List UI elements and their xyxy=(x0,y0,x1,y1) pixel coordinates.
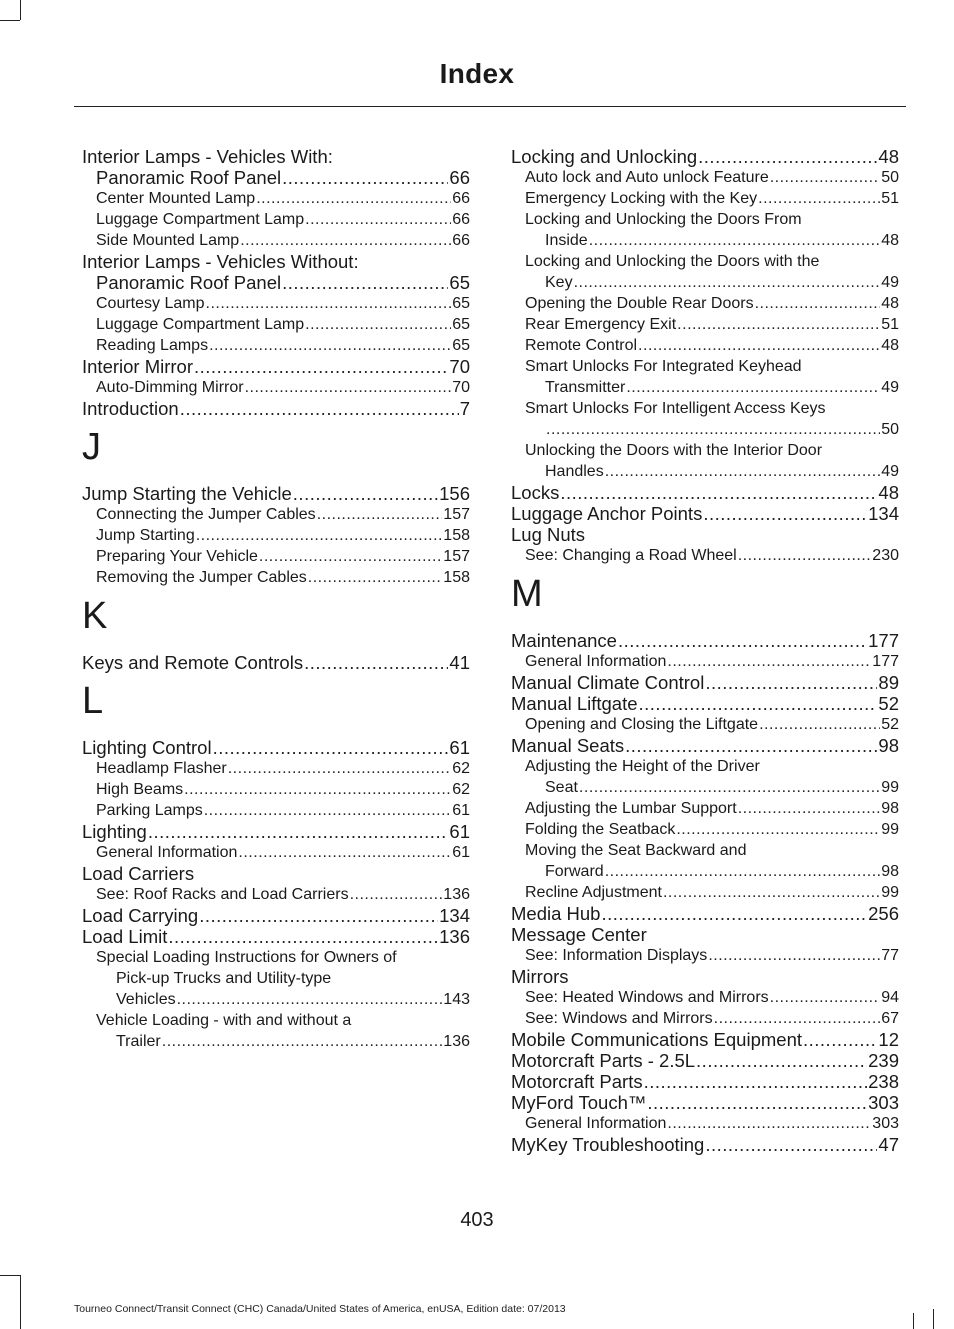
entry-label: Recline Adjustment xyxy=(525,884,662,901)
dot-leader xyxy=(759,714,880,735)
page-reference[interactable]: 66 xyxy=(449,167,470,188)
dot-leader xyxy=(758,188,880,209)
page-reference[interactable]: 158 xyxy=(443,527,470,544)
page-reference[interactable]: 65 xyxy=(452,316,470,333)
page-reference[interactable]: 48 xyxy=(878,146,899,167)
dot-leader xyxy=(305,209,451,230)
entry-label: See: Information Displays xyxy=(525,947,708,964)
index-subentry[interactable] xyxy=(82,335,470,356)
dot-leader xyxy=(546,419,880,440)
page-reference[interactable]: 12 xyxy=(878,1029,899,1050)
dot-leader xyxy=(605,461,881,482)
dot-leader xyxy=(180,398,459,419)
index-entry[interactable] xyxy=(82,905,470,926)
dot-leader xyxy=(626,377,880,398)
dot-leader xyxy=(196,525,443,546)
index-subentry[interactable] xyxy=(511,798,899,819)
crop-mark xyxy=(0,20,20,21)
index-subentry[interactable] xyxy=(511,861,899,882)
entry-label: Reading Lamps xyxy=(96,337,209,354)
index-subentry[interactable] xyxy=(82,1031,470,1052)
index-entry[interactable] xyxy=(82,167,470,188)
dot-leader xyxy=(168,926,438,947)
page-reference[interactable]: 157 xyxy=(443,548,470,565)
entry-label: Keys and Remote Controls xyxy=(82,652,304,673)
page-reference[interactable]: 7 xyxy=(459,398,470,419)
dot-leader xyxy=(738,798,881,819)
entry-label: Media Hub xyxy=(511,903,601,924)
index-subentry[interactable] xyxy=(82,230,470,251)
dot-leader xyxy=(696,1050,867,1071)
entry-label: Panoramic Roof Panel xyxy=(96,272,282,293)
dot-leader xyxy=(605,861,881,882)
entry-label: Interior Mirror xyxy=(82,356,194,377)
entry-label: Lighting Control xyxy=(82,737,212,758)
index-subentry[interactable] xyxy=(511,987,899,1008)
index-subentry[interactable] xyxy=(82,314,470,335)
index-entry[interactable] xyxy=(511,1092,899,1113)
entry-label: Inside xyxy=(545,232,588,249)
entry-label: Opening and Closing the Liftgate xyxy=(525,716,759,733)
entry-label: See: Roof Racks and Load Carriers xyxy=(96,886,349,903)
page-reference[interactable]: 65 xyxy=(449,272,470,293)
entry-label: Auto-Dimming Mirror xyxy=(96,379,244,396)
entry-label: MyFord Touch™ xyxy=(511,1092,647,1113)
page-reference[interactable]: 61 xyxy=(449,821,470,842)
index-subentry[interactable] xyxy=(82,842,470,863)
entry-label: See: Heated Windows and Mirrors xyxy=(525,989,769,1006)
page-reference[interactable]: 99 xyxy=(881,884,899,901)
dot-leader xyxy=(705,672,877,693)
entry-label: Panoramic Roof Panel xyxy=(96,167,282,188)
entry-label: Folding the Seatback xyxy=(525,821,676,838)
page-reference[interactable]: 256 xyxy=(868,903,899,924)
dot-leader xyxy=(676,819,880,840)
dot-leader xyxy=(703,503,867,524)
index-subentry[interactable] xyxy=(82,546,470,567)
index-subentry[interactable] xyxy=(82,800,470,821)
index-subentry[interactable] xyxy=(82,884,470,905)
entry-label: Courtesy Lamp xyxy=(96,295,205,312)
crop-mark xyxy=(0,1275,20,1276)
page-reference[interactable]: 98 xyxy=(881,863,899,880)
entry-label: Mobile Communications Equipment xyxy=(511,1029,802,1050)
index-subentry-label: Adjusting the Height of the Driver xyxy=(525,758,760,775)
entry-label: Removing the Jumper Cables xyxy=(96,569,307,586)
index-subentry[interactable] xyxy=(82,779,470,800)
index-entry[interactable] xyxy=(511,1071,899,1092)
page-reference[interactable]: 136 xyxy=(443,1033,470,1050)
page-reference[interactable]: 51 xyxy=(881,190,899,207)
page-reference[interactable]: 48 xyxy=(881,337,899,354)
entry-label: Manual Climate Control xyxy=(511,672,705,693)
page-reference[interactable]: 136 xyxy=(443,886,470,903)
index-subentry[interactable] xyxy=(82,525,470,546)
index-subentry[interactable] xyxy=(82,758,470,779)
entry-label: Maintenance xyxy=(511,630,617,651)
page-reference[interactable]: 77 xyxy=(881,947,899,964)
index-entry[interactable] xyxy=(511,735,899,756)
index-subentry[interactable] xyxy=(82,989,470,1010)
entry-label: Parking Lamps xyxy=(96,802,203,819)
index-entry[interactable] xyxy=(82,272,470,293)
index-subentry[interactable] xyxy=(511,819,899,840)
page-number: 403 xyxy=(460,1209,494,1231)
entry-label: Load Carrying xyxy=(82,905,199,926)
section-letter: L xyxy=(82,680,104,722)
index-subentry[interactable] xyxy=(511,545,899,566)
page-reference[interactable]: 61 xyxy=(452,844,470,861)
entry-label: Forward xyxy=(545,863,604,880)
index-entry[interactable] xyxy=(511,503,899,524)
page-reference[interactable]: 62 xyxy=(452,781,470,798)
dot-leader xyxy=(209,335,451,356)
page-reference[interactable]: 99 xyxy=(881,821,899,838)
index-entry[interactable] xyxy=(82,652,470,673)
index-entry[interactable] xyxy=(82,926,470,947)
page-reference[interactable]: 157 xyxy=(443,506,470,523)
index-heading: Interior Lamps - Vehicles Without: xyxy=(82,251,359,272)
index-subentry[interactable] xyxy=(82,209,470,230)
index-subentry[interactable] xyxy=(511,651,899,672)
page-reference[interactable]: 134 xyxy=(868,503,899,524)
index-subentry[interactable] xyxy=(511,377,899,398)
entry-label: Key xyxy=(545,274,573,291)
index-subentry[interactable] xyxy=(511,167,899,188)
index-subentry[interactable] xyxy=(511,945,899,966)
index-subentry-label: Locking and Unlocking the Doors From xyxy=(525,211,802,228)
index-subentry-label: Moving the Seat Backward and xyxy=(525,842,747,859)
entry-label: Emergency Locking with the Key xyxy=(525,190,758,207)
dot-leader xyxy=(618,630,867,651)
entry-label: Load Limit xyxy=(82,926,168,947)
entry-label: Seat xyxy=(545,779,578,796)
dot-leader xyxy=(204,800,451,821)
entry-label: Manual Liftgate xyxy=(511,693,638,714)
dot-leader xyxy=(647,1092,867,1113)
page-footer: Tourneo Connect/Transit Connect (CHC) Canada/United States of America, enUSA, Edition date: 07/2013 xyxy=(74,1303,566,1315)
index-entry[interactable] xyxy=(511,1050,899,1071)
dot-leader xyxy=(574,272,881,293)
entry-label: Luggage Anchor Points xyxy=(511,503,703,524)
entry-label: Trailer xyxy=(116,1033,161,1050)
page-title: Index xyxy=(439,58,515,89)
entry-label: General Information xyxy=(525,653,667,670)
entry-label: Locks xyxy=(511,482,560,503)
page-reference[interactable]: 61 xyxy=(449,737,470,758)
title-divider xyxy=(74,106,906,107)
crop-mark xyxy=(933,1309,934,1329)
dot-leader xyxy=(677,314,880,335)
page-reference[interactable]: 70 xyxy=(452,379,470,396)
page-reference[interactable]: 99 xyxy=(881,779,899,796)
page-reference[interactable]: 136 xyxy=(439,926,470,947)
dot-leader xyxy=(770,167,880,188)
entry-label: Manual Seats xyxy=(511,735,625,756)
entry-label: See: Changing a Road Wheel xyxy=(525,547,737,564)
index-column-right xyxy=(511,146,899,1155)
index-subentry[interactable] xyxy=(82,293,470,314)
page-reference[interactable]: 49 xyxy=(881,379,899,396)
page-reference[interactable]: 48 xyxy=(881,232,899,249)
dot-leader xyxy=(199,905,438,926)
dot-leader xyxy=(644,1071,868,1092)
entry-label: Lighting xyxy=(82,821,147,842)
page-reference[interactable]: 47 xyxy=(878,1134,899,1155)
page-reference[interactable]: 143 xyxy=(443,991,470,1008)
page-reference[interactable]: 51 xyxy=(881,316,899,333)
page-reference[interactable]: 50 xyxy=(881,421,899,438)
index-subentry[interactable] xyxy=(511,314,899,335)
section-letter: J xyxy=(82,426,101,468)
index-column-left xyxy=(82,146,470,1052)
page-reference[interactable]: 134 xyxy=(439,905,470,926)
index-subentry[interactable] xyxy=(511,293,899,314)
dot-leader xyxy=(663,882,880,903)
dot-leader xyxy=(714,1008,881,1029)
index-subentry[interactable] xyxy=(511,230,899,251)
index-subentry-label: Locking and Unlocking the Doors with the xyxy=(525,253,820,270)
entry-label: Motorcraft Parts xyxy=(511,1071,643,1092)
dot-leader xyxy=(206,293,452,314)
entry-label: Handles xyxy=(545,463,604,480)
dot-leader xyxy=(625,735,877,756)
page-reference[interactable]: 303 xyxy=(872,1115,899,1132)
page-reference[interactable]: 65 xyxy=(452,337,470,354)
dot-leader xyxy=(601,903,867,924)
dot-leader xyxy=(259,546,442,567)
page-reference[interactable]: 65 xyxy=(452,295,470,312)
dot-leader xyxy=(256,188,451,209)
entry-label: General Information xyxy=(96,844,238,861)
entry-label: Preparing Your Vehicle xyxy=(96,548,258,565)
dot-leader xyxy=(240,230,451,251)
page-reference[interactable]: 98 xyxy=(881,800,899,817)
entry-label: Luggage Compartment Lamp xyxy=(96,316,305,333)
index-entry[interactable] xyxy=(511,903,899,924)
index-entry[interactable] xyxy=(82,821,470,842)
index-entry[interactable] xyxy=(82,483,470,504)
dot-leader xyxy=(705,1134,877,1155)
index-subentry-label: Vehicle Loading - with and without a xyxy=(96,1012,352,1029)
dot-leader xyxy=(589,230,881,251)
dot-leader xyxy=(560,482,877,503)
dot-leader xyxy=(238,842,451,863)
index-subentry-label: Smart Unlocks For Integrated Keyhead xyxy=(525,358,802,375)
entry-label: Adjusting the Lumbar Support xyxy=(525,800,737,817)
page-reference[interactable]: 177 xyxy=(872,653,899,670)
page-reference[interactable]: 89 xyxy=(878,672,899,693)
dot-leader xyxy=(304,652,448,673)
dot-leader xyxy=(305,314,451,335)
crop-mark xyxy=(20,0,21,20)
page-reference[interactable]: 66 xyxy=(452,211,470,228)
index-subentry[interactable] xyxy=(511,272,899,293)
page-reference[interactable]: 49 xyxy=(881,274,899,291)
dot-leader xyxy=(667,651,871,672)
index-heading: Lug Nuts xyxy=(511,524,586,545)
dot-leader xyxy=(667,1113,871,1134)
page-reference[interactable]: 98 xyxy=(878,735,899,756)
entry-label: See: Windows and Mirrors xyxy=(525,1010,713,1027)
index-entry[interactable] xyxy=(511,1029,899,1050)
dot-leader xyxy=(770,987,881,1008)
index-entry[interactable] xyxy=(82,398,470,419)
dot-leader xyxy=(282,272,448,293)
entry-label: General Information xyxy=(525,1115,667,1132)
page-reference[interactable]: 50 xyxy=(881,169,899,186)
index-subentry[interactable] xyxy=(511,777,899,798)
index-subentry[interactable] xyxy=(82,377,470,398)
entry-label: Opening the Double Rear Doors xyxy=(525,295,754,312)
dot-leader xyxy=(194,356,448,377)
page-reference[interactable]: 62 xyxy=(452,760,470,777)
entry-label: Vehicles xyxy=(116,991,176,1008)
entry-label: Transmitter xyxy=(545,379,626,396)
page-reference[interactable]: 239 xyxy=(868,1050,899,1071)
index-entry[interactable] xyxy=(511,1134,899,1155)
index-subentry[interactable] xyxy=(82,504,470,525)
index-entry[interactable] xyxy=(82,737,470,758)
entry-label: Jump Starting the Vehicle xyxy=(82,483,292,504)
section-letter: M xyxy=(511,573,543,615)
entry-label: Center Mounted Lamp xyxy=(96,190,256,207)
index-subentry[interactable] xyxy=(511,1113,899,1134)
entry-label: Locking and Unlocking xyxy=(511,146,698,167)
index-subentry[interactable] xyxy=(511,419,899,440)
entry-label: High Beams xyxy=(96,781,184,798)
page-reference[interactable]: 66 xyxy=(452,232,470,249)
entry-label: Connecting the Jumper Cables xyxy=(96,506,316,523)
dot-leader xyxy=(638,335,880,356)
section-letter: K xyxy=(82,595,108,637)
index-subentry[interactable] xyxy=(511,461,899,482)
page-reference[interactable]: 230 xyxy=(872,547,899,564)
index-heading: Message Center xyxy=(511,924,647,945)
dot-leader xyxy=(579,777,880,798)
index-subentry[interactable] xyxy=(511,1008,899,1029)
entry-label: Introduction xyxy=(82,398,179,419)
dot-leader xyxy=(213,737,449,758)
index-entry[interactable] xyxy=(511,693,899,714)
dot-leader xyxy=(308,567,443,588)
dot-leader xyxy=(184,779,451,800)
index-heading: Interior Lamps - Vehicles With: xyxy=(82,146,333,167)
index-subentry[interactable] xyxy=(511,188,899,209)
dot-leader xyxy=(738,545,872,566)
index-subentry[interactable] xyxy=(511,882,899,903)
dot-leader xyxy=(245,377,452,398)
index-entry[interactable] xyxy=(82,356,470,377)
index-subentry-label: Special Loading Instructions for Owners of xyxy=(96,949,397,966)
dot-leader xyxy=(803,1029,877,1050)
entry-label: MyKey Troubleshooting xyxy=(511,1134,705,1155)
page-reference[interactable]: 66 xyxy=(452,190,470,207)
entry-label: Remote Control xyxy=(525,337,638,354)
crop-mark xyxy=(913,1313,914,1329)
page-reference[interactable]: 67 xyxy=(881,1010,899,1027)
dot-leader xyxy=(639,693,878,714)
index-subentry[interactable] xyxy=(82,567,470,588)
dot-leader xyxy=(228,758,451,779)
page-reference[interactable]: 238 xyxy=(868,1071,899,1092)
index-entry[interactable] xyxy=(511,146,899,167)
page-reference[interactable]: 49 xyxy=(881,463,899,480)
page-reference[interactable]: 177 xyxy=(868,630,899,651)
dot-leader xyxy=(317,504,443,525)
index-entry[interactable] xyxy=(511,482,899,503)
index-subentry[interactable] xyxy=(511,335,899,356)
page-reference[interactable]: 52 xyxy=(878,693,899,714)
entry-label: Auto lock and Auto unlock Feature xyxy=(525,169,769,186)
index-heading: Mirrors xyxy=(511,966,569,987)
index-heading: Load Carriers xyxy=(82,863,195,884)
entry-label: Motorcraft Parts - 2.5L xyxy=(511,1050,696,1071)
dot-leader xyxy=(708,945,880,966)
entry-label: Side Mounted Lamp xyxy=(96,232,240,249)
index-entry[interactable] xyxy=(511,630,899,651)
dot-leader xyxy=(282,167,448,188)
page-reference[interactable]: 48 xyxy=(881,295,899,312)
entry-label: Headlamp Flasher xyxy=(96,760,227,777)
dot-leader xyxy=(162,1031,443,1052)
page-reference[interactable]: 52 xyxy=(881,716,899,733)
dot-leader xyxy=(755,293,881,314)
entry-label: Luggage Compartment Lamp xyxy=(96,211,305,228)
dot-leader xyxy=(350,884,443,905)
entry-label: Rear Emergency Exit xyxy=(525,316,677,333)
index-subentry[interactable] xyxy=(511,714,899,735)
page-reference[interactable]: 41 xyxy=(449,652,470,673)
index-subentry[interactable] xyxy=(82,188,470,209)
page-reference[interactable]: 156 xyxy=(439,483,470,504)
page-reference[interactable]: 61 xyxy=(452,802,470,819)
page-reference[interactable]: 303 xyxy=(868,1092,899,1113)
page-reference[interactable]: 158 xyxy=(443,569,470,586)
dot-leader xyxy=(698,146,877,167)
page-reference[interactable]: 94 xyxy=(881,989,899,1006)
index-entry[interactable] xyxy=(511,672,899,693)
dot-leader xyxy=(293,483,438,504)
crop-mark xyxy=(20,1275,21,1329)
page-reference[interactable]: 70 xyxy=(449,356,470,377)
dot-leader xyxy=(148,821,449,842)
index-subentry-label: Pick-up Trucks and Utility-type xyxy=(116,970,332,987)
dot-leader xyxy=(177,989,443,1010)
entry-label: Jump Starting xyxy=(96,527,195,544)
index-subentry-label: Smart Unlocks For Intelligent Access Keys xyxy=(525,400,826,417)
page-reference[interactable]: 48 xyxy=(878,482,899,503)
index-subentry-label: Unlocking the Doors with the Interior Door xyxy=(525,442,823,459)
